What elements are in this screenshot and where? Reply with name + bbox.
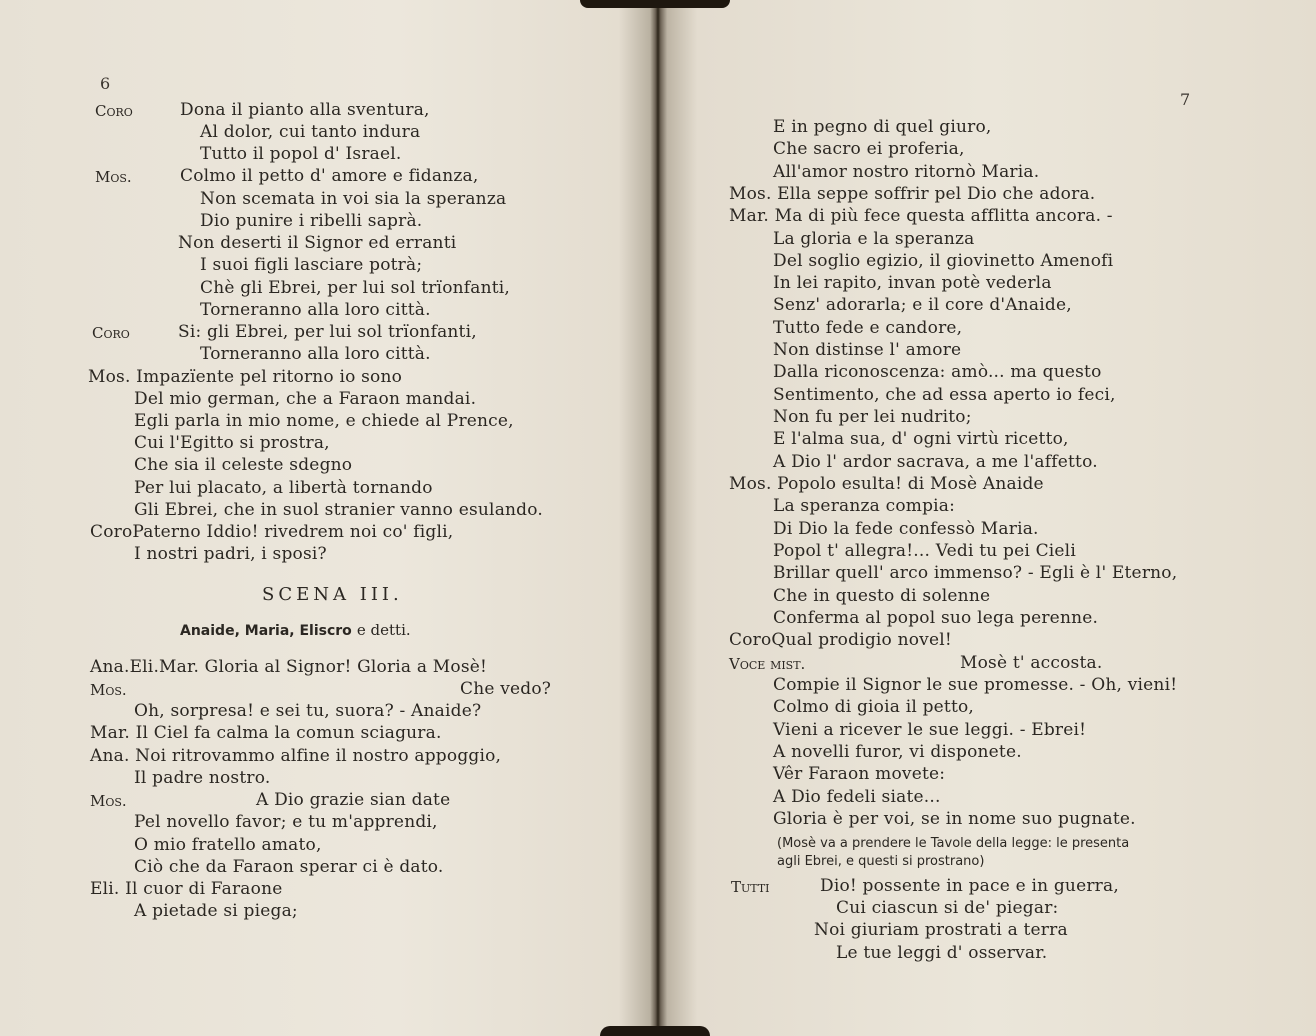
verse-line: CoroQual prodigio novel! <box>729 630 952 650</box>
verse-line: Non distinse l' amore <box>773 340 962 360</box>
verse-line: Dio! possente in pace e in guerra, <box>820 876 1119 896</box>
speaker-label: Coro <box>95 102 133 120</box>
verse-line: Dona il pianto alla sventura, <box>180 100 430 120</box>
verse-line: Al dolor, cui tanto indura <box>200 122 421 142</box>
verse-line: Conferma al popol suo lega perenne. <box>773 608 1099 628</box>
verse-line: Chè gli Ebrei, per lui sol trïonfanti, <box>200 278 511 298</box>
verse-line: I suoi figli lasciare potrà; <box>200 255 423 275</box>
speaker-label: Mos. <box>90 792 127 810</box>
verse-line: Eli. Il cuor di Faraone <box>90 879 283 899</box>
verse-line: Egli parla in mio nome, e chiede al Prence, <box>134 411 514 431</box>
verse-line: E in pegno di quel giuro, <box>773 117 992 137</box>
verse-line: Non scemata in voi sia la speranza <box>200 189 507 209</box>
verse-line: Si: gli Ebrei, per lui sol trïonfanti, <box>178 322 477 342</box>
verse-line: Per lui placato, a libertà tornando <box>134 478 433 498</box>
verse-line: Tutto fede e candore, <box>773 318 963 338</box>
verse-line: Brillar quell' arco immenso? - Egli è l' Eterno, <box>773 563 1178 583</box>
speaker-label: Tutti <box>731 878 770 896</box>
verse-line: Che sia il celeste sdegno <box>134 455 353 475</box>
page-number: 6 <box>100 74 111 93</box>
verse-line: Popol t' allegra!... Vedi tu pei Cieli <box>773 541 1076 561</box>
verse-line: Compie il Signor le sue promesse. - Oh, vieni! <box>773 675 1178 695</box>
verse-line: Colmo di gioia il petto, <box>773 697 975 717</box>
speaker-label: Mos. <box>90 681 127 699</box>
verse-line: Colmo il petto d' amore e fidanza, <box>180 166 479 186</box>
verse-line: Del soglio egizio, il giovinetto Amenofi <box>773 251 1114 271</box>
verse-line: Gloria è per voi, se in nome suo pugnate. <box>773 809 1136 829</box>
verse-line: Il padre nostro. <box>134 768 271 788</box>
scene-characters-names: Anaide, Maria, Eliscro <box>180 623 352 639</box>
verse-line: Mar. Ma di più fece questa afflitta ancora. - <box>729 206 1113 226</box>
verse-line: Di Dio la fede confessò Maria. <box>773 519 1039 539</box>
verse-line: La speranza compia: <box>773 496 956 516</box>
verse-line: O mio fratello amato, <box>134 835 322 855</box>
verse-line: Sentimento, che ad essa aperto io feci, <box>773 385 1116 405</box>
right-page <box>660 0 1316 1036</box>
verse-line: La gloria e la speranza <box>773 229 975 249</box>
verse-line: Non fu per lei nudrito; <box>773 407 972 427</box>
scene-characters-tail: e detti. <box>356 621 411 639</box>
verse-line: Le tue leggi d' osservar. <box>836 943 1048 963</box>
verse-line: A pietade si piega; <box>134 901 298 921</box>
verse-line: Che vedo? <box>460 679 552 699</box>
verse-line: Che sacro ei proferia, <box>773 139 965 159</box>
stage-direction: (Mosè va a prendere le Tavole della legge: le presenta <box>777 836 1130 851</box>
verse-line: Senz' adorarla; e il core d'Anaide, <box>773 295 1072 315</box>
verse-line: A novelli furor, vi disponete. <box>773 742 1022 762</box>
verse-line: Dio punire i ribelli saprà. <box>200 211 423 231</box>
verse-line: Tutto il popol d' Israel. <box>200 144 402 164</box>
verse-line: Ana.Eli.Mar. Gloria al Signor! Gloria a Mosè! <box>90 657 488 677</box>
verse-line: Vêr Faraon movete: <box>773 764 946 784</box>
page-number: 7 <box>1180 90 1191 109</box>
verse-line: A Dio fedeli siate... <box>773 787 941 807</box>
verse-line: Torneranno alla loro città. <box>200 300 431 320</box>
speaker-label: Mos. <box>95 168 132 186</box>
verse-line: In lei rapito, invan potè vederla <box>773 273 1052 293</box>
verse-line: Mos. Impazïente pel ritorno io sono <box>88 367 403 387</box>
verse-line: Cui l'Egitto si prostra, <box>134 433 330 453</box>
verse-line: Mosè t' accosta. <box>960 653 1103 673</box>
verse-line: Ana. Noi ritrovammo alfine il nostro appoggio, <box>90 746 502 766</box>
scene-characters <box>180 620 411 639</box>
verse-line: A Dio l' ardor sacrava, a me l'affetto. <box>773 452 1098 472</box>
verse-line: Gli Ebrei, che in suol stranier vanno esulando. <box>134 500 543 520</box>
verse-line: Cui ciascun si de' piegar: <box>836 898 1059 918</box>
verse-line: Noi giuriam prostrati a terra <box>814 920 1068 940</box>
verse-line: Torneranno alla loro città. <box>200 344 431 364</box>
verse-line: Ciò che da Faraon sperar ci è dato. <box>134 857 444 877</box>
verse-line: E l'alma sua, d' ogni virtù ricetto, <box>773 429 1069 449</box>
speaker-label: Coro <box>92 324 130 342</box>
verse-line: Oh, sorpresa! e sei tu, suora? - Anaide? <box>134 701 482 721</box>
verse-line: Vieni a ricever le sue leggi. - Ebrei! <box>773 720 1087 740</box>
verse-line: All'amor nostro ritornò Maria. <box>773 162 1040 182</box>
verse-line: I nostri padri, i sposi? <box>134 544 327 564</box>
verse-line: CoroPaterno Iddio! rivedrem noi co' figli, <box>90 522 454 542</box>
scene-title: SCENA III. <box>262 584 403 605</box>
speaker-label: Voce mist. <box>729 655 806 673</box>
stage-direction: agli Ebrei, e questi si prostrano) <box>777 854 985 869</box>
verse-line: Del mio german, che a Faraon mandai. <box>134 389 477 409</box>
verse-line: Mos. Ella seppe soffrir pel Dio che adora. <box>729 184 1096 204</box>
verse-line: Che in questo di solenne <box>773 586 991 606</box>
verse-line: Pel novello favor; e tu m'apprendi, <box>134 812 438 832</box>
verse-line: A Dio grazie sian date <box>256 790 451 810</box>
verse-line: Non deserti il Signor ed erranti <box>178 233 457 253</box>
verse-line: Dalla riconoscenza: amò... ma questo <box>773 362 1102 382</box>
verse-line: Mos. Popolo esulta! di Mosè Anaide <box>729 474 1044 494</box>
left-page <box>0 0 640 1036</box>
verse-line: Mar. Il Ciel fa calma la comun sciagura. <box>90 723 442 743</box>
